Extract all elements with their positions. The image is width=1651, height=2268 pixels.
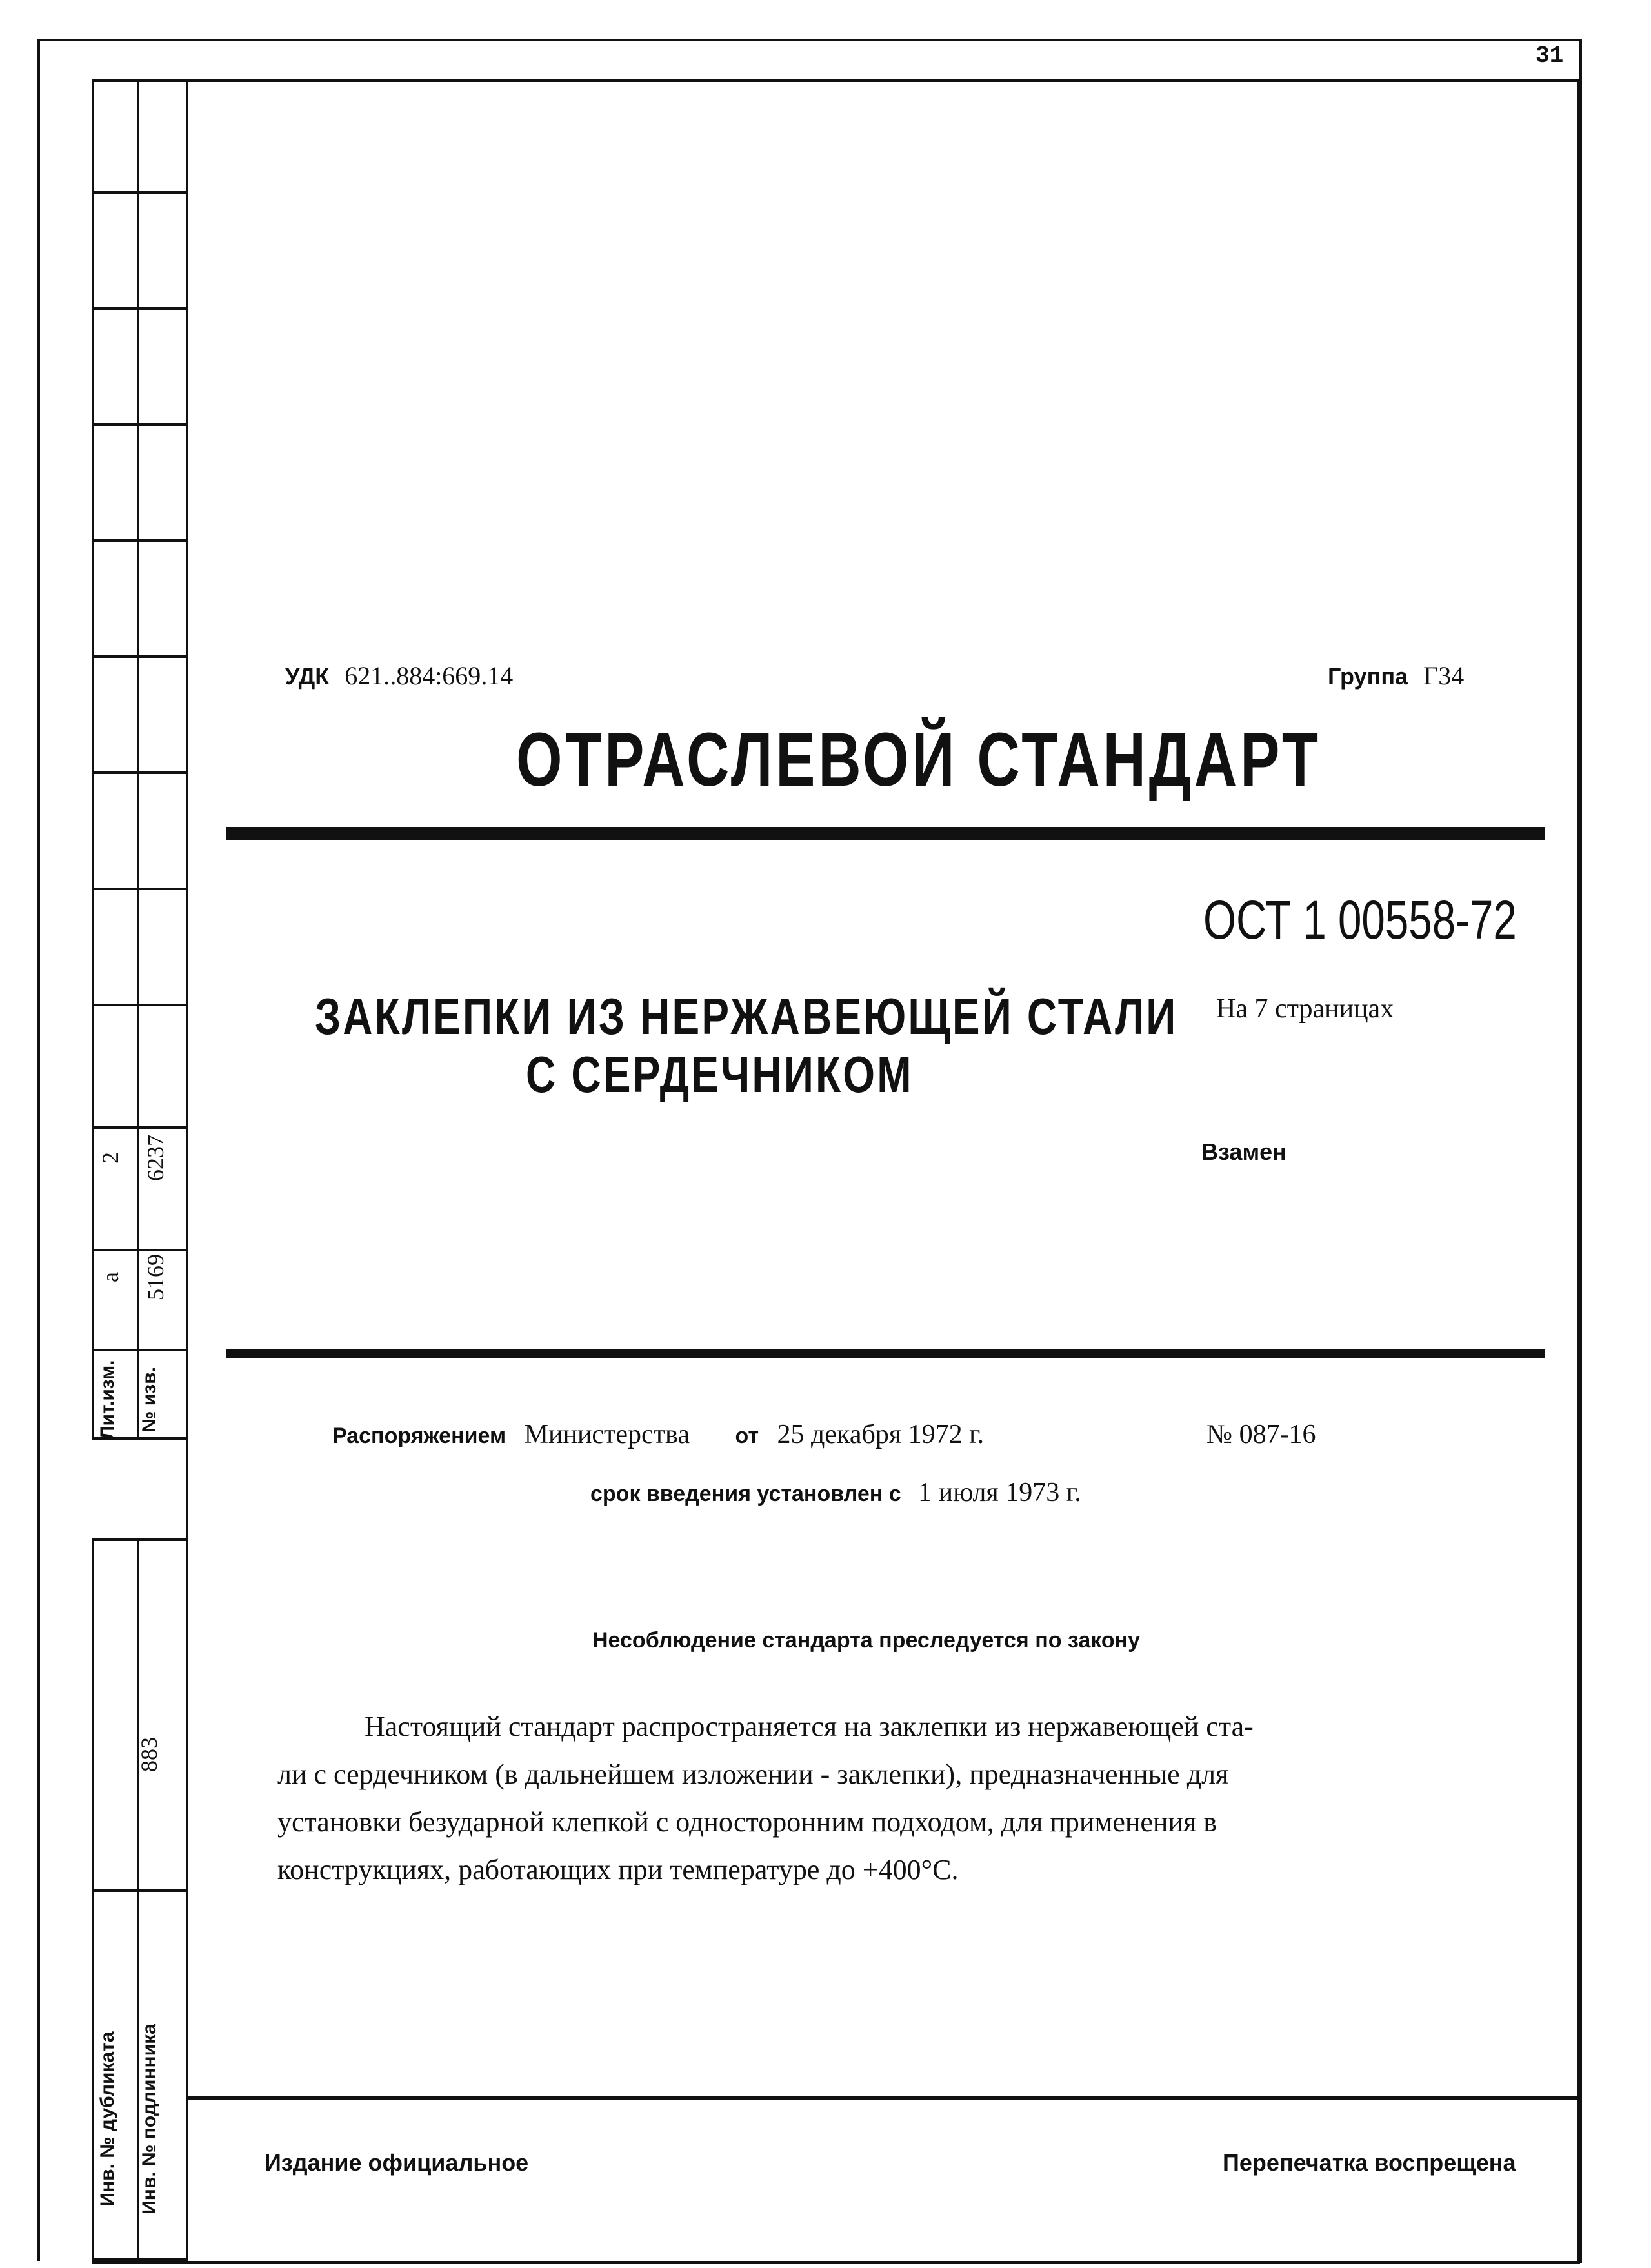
orig-value: 883 xyxy=(136,1737,162,1772)
group-line xyxy=(1328,661,1464,691)
legal-note: Несоблюдение стандарта преследуется по закону xyxy=(592,1628,1141,1653)
order-body: Министерства xyxy=(524,1420,690,1449)
order-label: Распоряжением xyxy=(332,1424,506,1448)
page-title: ОТРАСЛЕВОЙ СТАНДАРТ xyxy=(516,717,1321,802)
order-number: № 087-16 xyxy=(1206,1420,1316,1449)
group-label: Группа xyxy=(1328,663,1408,690)
body-paragraph xyxy=(277,1703,1477,1894)
second-rule xyxy=(226,1349,1545,1358)
footer-left: Издание официальное xyxy=(265,2149,529,2176)
dup-label: Инв. № дубликата xyxy=(97,2031,118,2207)
udk-value: 621..884:669.14 xyxy=(345,661,514,690)
group-value: Г34 xyxy=(1423,661,1465,690)
standard-number: ОСТ 1 00558-72 xyxy=(1203,890,1517,950)
footer-right: Перепечатка воспрещена xyxy=(1223,2149,1516,2176)
udk-line xyxy=(285,661,513,691)
revision-stub xyxy=(92,79,188,1440)
no-value-6237: 6237 xyxy=(143,1135,168,1181)
order-line xyxy=(332,1419,984,1450)
no-value-5169: 5169 xyxy=(143,1254,168,1300)
udk-label: УДК xyxy=(285,663,330,690)
no-label: № изв. xyxy=(139,1367,160,1433)
replaces-label: Взамен xyxy=(1201,1139,1286,1165)
subject-line-2: С СЕРДЕЧНИКОМ xyxy=(526,1046,914,1103)
order-date: 25 декабря 1972 г. xyxy=(777,1420,985,1449)
effective-line xyxy=(590,1477,1081,1508)
lit-value-a: а xyxy=(97,1272,123,1282)
lit-value-2: 2 xyxy=(97,1152,123,1164)
orig-label: Инв. № подлинника xyxy=(139,2024,160,2214)
outer-frame-left xyxy=(37,39,40,2261)
body-line-4: конструкциях, работающих при температуре до +400°С. xyxy=(277,1854,959,1885)
effective-label: срок введения установлен с xyxy=(590,1482,901,1506)
footer-divider xyxy=(186,2096,1579,2100)
title-rule xyxy=(226,827,1545,840)
inner-frame xyxy=(92,79,1580,2264)
subject-line-1: ЗАКЛЕПКИ ИЗ НЕРЖАВЕЮЩЕЙ СТАЛИ xyxy=(315,988,1178,1045)
body-line-3: установки безударной клепкой с односторонним подходом, для применения в xyxy=(277,1806,1217,1838)
body-line-2: ли с сердечником (в дальнейшем изложении - заклепки), предназначенные для xyxy=(277,1758,1229,1790)
order-from-label: от xyxy=(735,1424,759,1448)
page-number: 31 xyxy=(1536,43,1564,69)
pages-note: На 7 страницах xyxy=(1216,994,1394,1024)
effective-date: 1 июля 1973 г. xyxy=(918,1478,1081,1507)
body-line-1: Настоящий стандарт распространяется на заклепки из нержавеющей ста- xyxy=(365,1711,1254,1742)
lit-label: Лит.изм. xyxy=(97,1360,118,1440)
